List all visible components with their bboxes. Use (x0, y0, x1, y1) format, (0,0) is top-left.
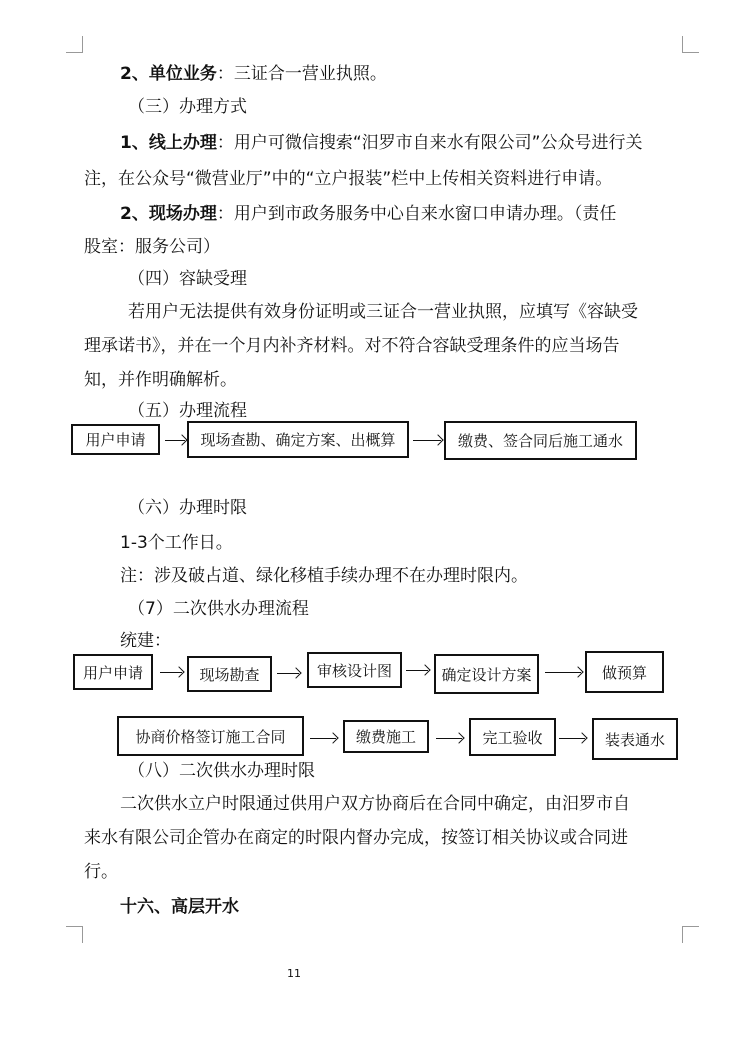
heading-time-limit: （六）办理时限 (128, 498, 247, 518)
tolerance-line2: 理承诺书》，并在一个月内补齐材料。对不符合容缺受理条件的应当场告 (84, 336, 620, 356)
flow1-box-survey: 现场查勘、确定方案、出概算 (187, 421, 409, 458)
online-label: 线上办理 (148, 133, 217, 153)
onsite-processing-line1 (120, 202, 616, 226)
flow1-arrow-2 (413, 440, 441, 441)
onsite-label: 现场办理 (148, 204, 217, 224)
onsite-num: 2、 (120, 204, 149, 224)
crop-mark-bottom-right (682, 926, 699, 943)
tolerance-line1: 若用户无法提供有效身份证明或三证合一营业执照，应填写《容缺受 (128, 302, 638, 322)
page-number: 11 (287, 967, 301, 980)
online-num: 1、 (120, 133, 149, 153)
onsite-text1: ：用户到市政务服务中心自来水窗口申请办理。（责任 (216, 204, 617, 224)
flow1-box-apply: 用户申请 (71, 424, 160, 455)
heading-high-rise: 十六、高层开水 (120, 897, 239, 917)
secondary-line1: 二次供水立户时限通过供用户双方协商后在合同中确定，由汨罗市自 (120, 794, 630, 814)
flow2-box-survey: 现场勘查 (187, 656, 272, 692)
heading-processing-method: （三）办理方式 (128, 97, 247, 117)
secondary-line3: 行。 (84, 862, 118, 882)
time-limit-note: 注：涉及破占道、绿化移植手续办理不在办理时限内。 (120, 566, 528, 586)
section-unit-business-label: 单位业务 (148, 64, 217, 84)
heading-secondary-supply-flow: （7）二次供水办理流程 (128, 599, 309, 619)
online-processing-line2: 注，在公众号“微营业厅”中的“立户报装”栏中上传相关资料进行申请。 (84, 169, 613, 189)
flow2-box-meter-install: 装表通水 (592, 718, 678, 760)
flow2-arrow-3 (406, 670, 428, 671)
flow2-box-confirm-design: 确定设计方案 (434, 654, 539, 694)
flow2-box-apply: 用户申请 (73, 654, 153, 690)
time-limit-text: 1-3个工作日。 (120, 533, 233, 553)
crop-mark-top-left (66, 36, 83, 53)
section-unit-business-text: ：三证合一营业执照。 (216, 64, 387, 84)
heading-process-flow: （五）办理流程 (128, 401, 247, 421)
flow2-arrow-2 (277, 673, 299, 674)
heading-tolerance: （四）容缺受理 (128, 269, 247, 289)
flow2-arrow-1 (160, 672, 182, 673)
unified-construction-label: 统建： (120, 631, 171, 651)
online-text1: ：用户可微信搜索“汨罗市自来水有限公司”公众号进行关 (216, 133, 643, 153)
flow1-box-payment: 缴费、签合同后施工通水 (444, 421, 637, 460)
tolerance-line3: 知，并作明确解析。 (84, 370, 237, 390)
flow2-arrow-7 (559, 738, 585, 739)
section-unit-business-num: 2、 (120, 64, 149, 84)
flow2-arrow-6 (436, 738, 462, 739)
flow2-box-pay-construct: 缴费施工 (343, 720, 429, 753)
flow2-box-review-design: 审核设计图 (307, 652, 402, 688)
crop-mark-bottom-left (66, 926, 83, 943)
flow2-box-budget: 做预算 (585, 651, 664, 693)
flow1-arrow-1 (165, 440, 185, 441)
heading-secondary-supply-time: （八）二次供水办理时限 (128, 761, 315, 781)
flow2-arrow-5 (310, 738, 336, 739)
flow2-box-contract: 协商价格签订施工合同 (117, 716, 304, 756)
section-unit-business (120, 62, 387, 86)
onsite-processing-line2: 股室：服务公司） (84, 237, 220, 257)
crop-mark-top-right (682, 36, 699, 53)
online-processing-line1 (120, 131, 642, 155)
flow2-arrow-4 (545, 672, 581, 673)
flow2-box-acceptance: 完工验收 (469, 718, 556, 756)
secondary-line2: 来水有限公司企管办在商定的时限内督办完成，按签订相关协议或合同进 (84, 828, 628, 848)
